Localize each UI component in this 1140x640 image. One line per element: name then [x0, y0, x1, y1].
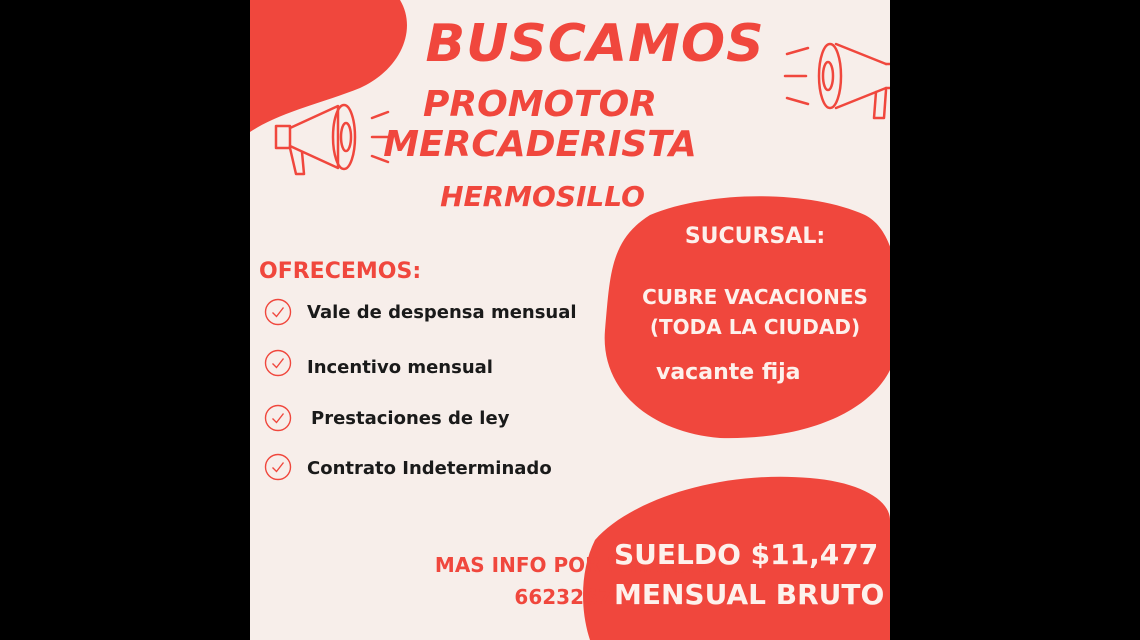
offer-item: Prestaciones de ley — [311, 408, 510, 429]
offer-item: Vale de despensa mensual — [307, 302, 577, 323]
headline: BUSCAMOS — [425, 14, 765, 74]
offer-item: Contrato Indeterminado — [307, 458, 552, 479]
branch-line-1: CUBRE VACACIONES — [642, 285, 868, 309]
check-circle-icon — [264, 349, 292, 377]
whatsapp-phone: 6623267736 — [514, 585, 654, 609]
check-circle-icon — [264, 404, 292, 432]
offers-title: OFRECEMOS: — [259, 259, 422, 284]
branch-label: SUCURSAL: — [684, 224, 826, 249]
branch-line-2: (TODA LA CIUDAD) — [649, 315, 861, 339]
offer-item: Incentivo mensual — [307, 357, 493, 378]
salary-period: MENSUAL BRUTO — [614, 578, 885, 611]
salary-amount: SUELDO $11,477 — [614, 538, 879, 571]
city-label: HERMOSILLO — [440, 180, 645, 213]
position-line-2: MERCADERISTA — [383, 124, 697, 165]
position-line-1: PROMOTOR — [422, 84, 658, 125]
check-circle-icon — [264, 453, 292, 481]
whatsapp-label: MAS INFO POR WHATSAPP — [434, 553, 734, 577]
job-poster — [250, 0, 890, 640]
vacancy-type: vacante fija — [656, 360, 801, 385]
